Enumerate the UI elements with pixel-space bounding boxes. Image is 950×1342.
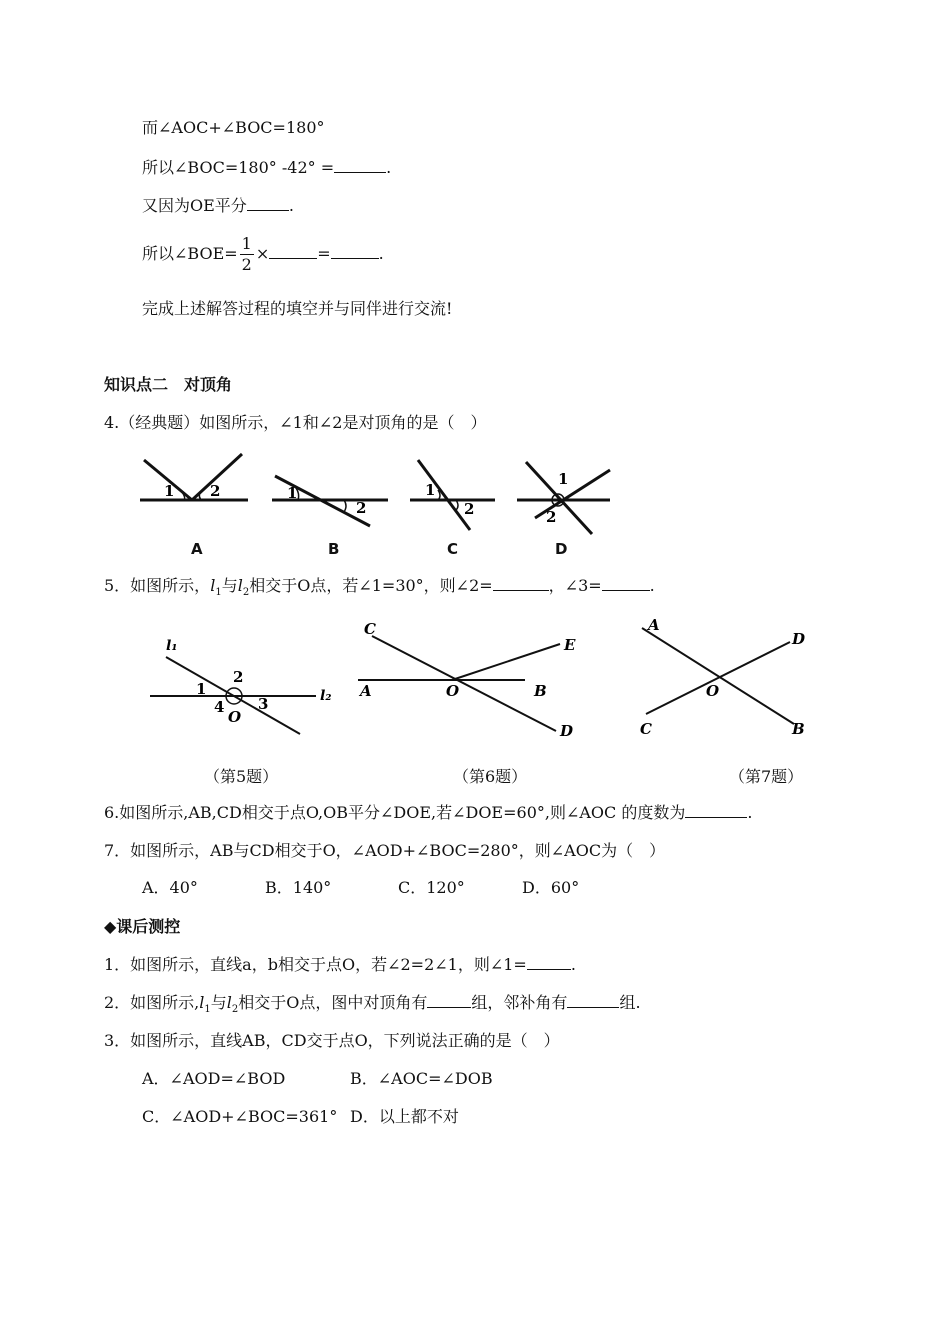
answer-blank[interactable] <box>493 576 549 591</box>
period: . <box>378 244 384 263</box>
fig7-point-b: B <box>792 720 805 738</box>
fig6-point-b: B <box>534 682 547 700</box>
h2-text-a: 2．如图所示, <box>104 993 200 1012</box>
q6-text: 6.如图所示,AB,CD相交于点O,OB平分∠DOE,若∠DOE=60°,则∠AOC 的度数为 <box>104 803 686 822</box>
angle-1-label: 1 <box>164 482 175 500</box>
times-sign: × <box>255 244 270 263</box>
angle-2-label: 2 <box>546 508 557 526</box>
answer-blank[interactable] <box>685 803 747 818</box>
fig5-l2: l₂ <box>320 688 332 704</box>
homework-2 <box>104 993 641 1020</box>
fig7-point-c: C <box>640 720 652 738</box>
fraction-denominator: 2 <box>241 255 252 274</box>
fig6-point-a: A <box>360 682 372 700</box>
caption-figure-6: （第6题） <box>453 767 528 786</box>
q7-option-a[interactable]: A．40° <box>142 878 198 897</box>
fig6-point-d: D <box>560 722 574 740</box>
fig6-point-o: O <box>446 682 460 700</box>
q7-option-b[interactable]: B．140° <box>265 878 332 897</box>
angle-1-label: 1 <box>425 481 436 499</box>
q4-figures <box>130 448 630 538</box>
option-label-d: D <box>555 540 568 558</box>
q5-text-c: 相交于O点，若∠1=30°，则∠2= <box>249 576 493 595</box>
fraction-numerator: 1 <box>241 234 252 253</box>
period: . <box>288 196 294 215</box>
work-line-4-text: 所以∠BOE= <box>142 244 238 263</box>
answer-blank[interactable] <box>427 993 471 1008</box>
h1-text: 1．如图所示，直线a，b相交于点O，若∠2=2∠1，则∠1= <box>104 955 527 974</box>
fig6-point-c: C <box>364 620 376 638</box>
fig5-l1: l₁ <box>166 638 178 654</box>
figure-a <box>140 454 248 500</box>
homework-3: 3．如图所示，直线AB，CD交于点O，下列说法正确的是（ ） <box>104 1031 560 1050</box>
work-line-4 <box>142 232 384 276</box>
answer-blank[interactable] <box>602 576 650 591</box>
angle-2-label: 2 <box>464 500 475 518</box>
q5-l1: l <box>210 576 216 595</box>
work-line-3-text: 又因为OE平分 <box>142 196 247 215</box>
fig5-angle-3: 3 <box>258 695 269 713</box>
equals-sign: = <box>317 244 331 263</box>
h3-option-d[interactable]: D．以上都不对 <box>350 1107 459 1126</box>
h2-text-e: 组. <box>619 993 641 1012</box>
caption-figure-5: （第5题） <box>204 767 279 786</box>
option-label-b: B <box>328 540 340 558</box>
period: . <box>570 955 576 974</box>
h2-l2: l <box>226 993 232 1012</box>
option-label-a: A <box>191 540 203 558</box>
answer-blank[interactable] <box>527 955 571 970</box>
h3-option-a[interactable]: A．∠AOD=∠BOD <box>142 1069 286 1088</box>
figure-c <box>410 460 495 530</box>
work-line-2-text: 所以∠BOC=180° -42° = <box>142 158 335 177</box>
q5-sub1: 1 <box>215 587 222 599</box>
q5-sub2: 2 <box>242 587 250 599</box>
work-line-1: 而∠AOC+∠BOC=180° <box>142 118 325 137</box>
q7-option-c[interactable]: C．120° <box>398 878 465 897</box>
work-line-2 <box>142 158 391 178</box>
angle-2-label: 2 <box>210 482 221 500</box>
h2-text-b: 与 <box>210 993 227 1012</box>
homework-1 <box>104 955 576 975</box>
q5-text-b: 与 <box>221 576 238 595</box>
angle-2-label: 2 <box>356 499 367 517</box>
answer-blank[interactable] <box>269 244 317 259</box>
fig7-point-d: D <box>792 630 806 648</box>
section-title: ◆课后测控 <box>104 917 181 936</box>
q5-text-e: . <box>649 576 655 595</box>
q7-option-d[interactable]: D．60° <box>522 878 580 897</box>
answer-blank[interactable] <box>247 196 289 211</box>
work-line-3 <box>142 196 294 216</box>
fig5-angle-1: 1 <box>196 680 207 698</box>
figure-5 <box>148 632 348 742</box>
option-label-c: C <box>447 540 459 558</box>
h2-l1: l <box>199 993 205 1012</box>
answer-blank[interactable] <box>331 244 379 259</box>
fig5-angle-2: 2 <box>233 668 244 686</box>
h3-option-b[interactable]: B．∠AOC=∠DOB <box>350 1069 493 1088</box>
angle-1-label: 1 <box>287 484 298 502</box>
fig7-point-o: O <box>706 682 720 700</box>
period: . <box>747 803 753 822</box>
fraction-one-half <box>240 234 254 275</box>
h2-text-c: 相交于O点，图中对顶角有 <box>238 993 428 1012</box>
h2-sub1: 1 <box>204 1004 211 1016</box>
figure-6 <box>350 614 590 744</box>
q5-l2: l <box>237 576 243 595</box>
fig7-point-a: A <box>648 616 660 634</box>
figure-7 <box>632 612 822 742</box>
h2-sub2: 2 <box>231 1004 239 1016</box>
section-title: 知识点二 对顶角 <box>104 375 233 394</box>
q5-text-d: ，∠3= <box>548 576 602 595</box>
question-4: 4.（经典题）如图所示，∠1和∠2是对顶角的是（ ） <box>104 413 487 432</box>
question-6 <box>104 803 752 823</box>
question-5 <box>104 576 655 603</box>
answer-blank[interactable] <box>567 993 619 1008</box>
fig6-point-e: E <box>564 636 576 654</box>
h2-text-d: 组，邻补角有 <box>471 993 568 1012</box>
h3-option-c[interactable]: C．∠AOD+∠BOC=361° <box>142 1107 338 1126</box>
caption-figure-7: （第7题） <box>729 767 804 786</box>
fig5-angle-4: 4 <box>214 698 225 716</box>
q5-text-a: 5．如图所示， <box>104 576 211 595</box>
fig5-point-o: O <box>228 708 242 726</box>
work-line-5: 完成上述解答过程的填空并与同伴进行交流! <box>142 299 453 318</box>
question-7: 7．如图所示，AB与CD相交于O，∠AOD+∠BOC=280°，则∠AOC为（ ） <box>104 841 666 860</box>
answer-blank[interactable] <box>334 158 386 173</box>
angle-1-label: 1 <box>558 470 569 488</box>
period: . <box>386 158 392 177</box>
